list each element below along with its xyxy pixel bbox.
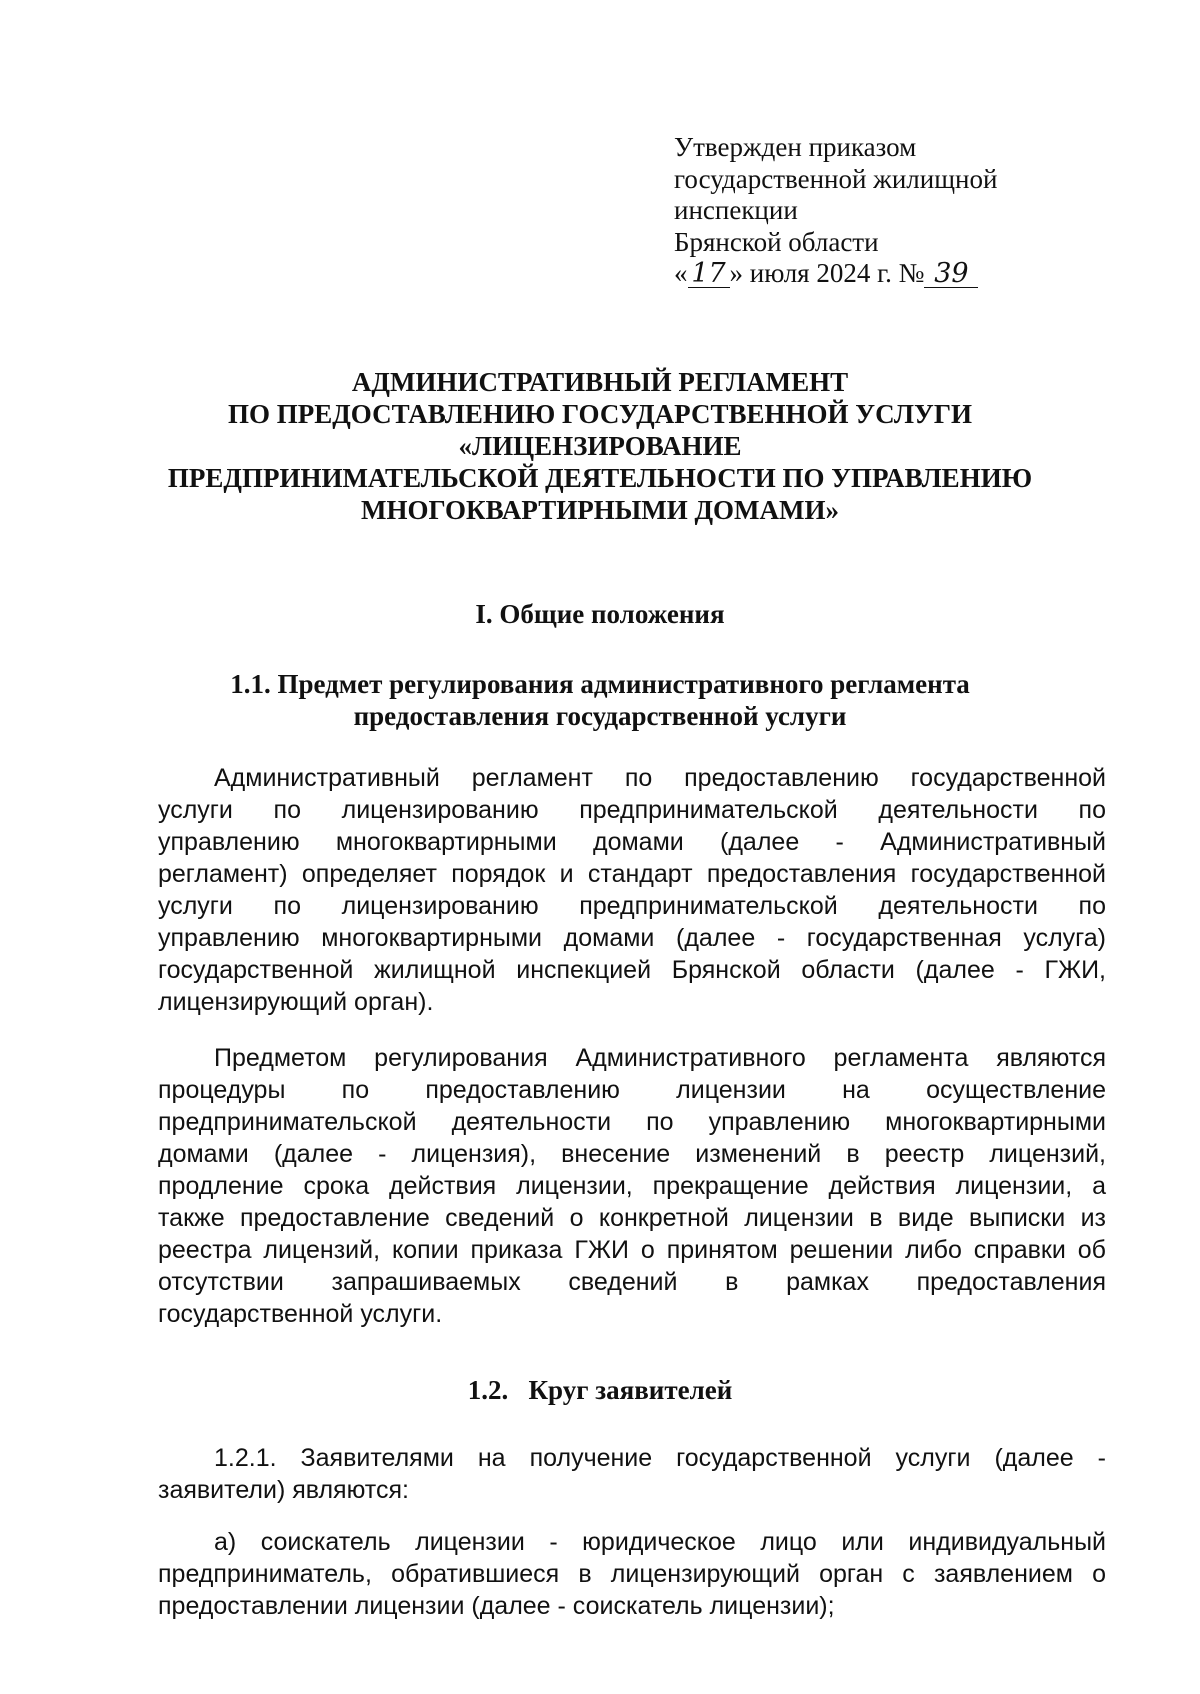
p1-line-6: управлению многоквартирными домами (далее - государственная услуга) (158, 924, 1106, 952)
p2-line-2: процедуры по предоставлению лицензии на осуществление (158, 1076, 1106, 1104)
p3-line-2: заявители) являются: (158, 1476, 409, 1504)
approval-line-4: Брянской области (674, 226, 879, 257)
date-open-quote: « (674, 258, 688, 288)
p2-line-6: также предоставление сведений о конкретной лицензии в виде выписки из (158, 1204, 1106, 1232)
p1-line-3: управлению многоквартирными домами (далее - Административный (158, 828, 1106, 856)
p1-line-1: Административный регламент по предоставлению государственной (214, 764, 1106, 792)
p4-line-3: предоставлении лицензии (далее - соискатель лицензии); (158, 1592, 835, 1620)
title-line-2: ПО ПРЕДОСТАВЛЕНИЮ ГОСУДАРСТВЕННОЙ УСЛУГИ (227, 399, 973, 429)
paragraph-license-applicant (158, 1526, 1106, 1622)
paragraph-applicants (158, 1442, 1106, 1506)
approval-line-3: инспекции (674, 195, 798, 225)
title-line-4: ПРЕДПРИНИМАТЕЛЬСКОЙ ДЕЯТЕЛЬНОСТИ ПО УПРАВЛЕНИЮ (167, 463, 1033, 493)
title-line-3: «ЛИЦЕНЗИРОВАНИЕ (458, 431, 742, 461)
p1-line-5: услуги по лицензированию предпринимательской деятельности по (158, 892, 1106, 920)
p2-line-7: реестра лицензий, копии приказа ГЖИ о принятом решении либо справки об (158, 1236, 1106, 1264)
document-title (100, 366, 1100, 526)
p4-line-2: предприниматель, обратившиеся в лицензирующий орган с заявлением о (158, 1560, 1106, 1588)
p1-line-7: государственной жилищной инспекцией Брянской области (далее - ГЖИ, (158, 956, 1106, 984)
handwritten-day: 17 (688, 261, 730, 288)
p2-line-1: Предметом регулирования Административного регламента являются (214, 1044, 1106, 1072)
title-line-1: АДМИНИСТРАТИВНЫЙ РЕГЛАМЕНТ (351, 367, 849, 397)
p1-line-8: лицензирующий орган). (158, 988, 434, 1016)
approval-stamp-block (674, 132, 1094, 290)
section-heading-subject (100, 668, 1100, 732)
p1-line-2: услуги по лицензированию предпринимательской деятельности по (158, 796, 1106, 824)
p3-line-1: 1.2.1. Заявителями на получение государственной услуги (далее - (214, 1444, 1106, 1472)
paragraph-regulation-scope (158, 762, 1106, 1018)
approval-line-1: Утвержден приказом (674, 132, 917, 162)
section-heading-general (100, 598, 1100, 630)
p2-line-5: продление срока действия лицензии, прекращение действия лицензии, а (158, 1172, 1106, 1200)
p2-line-3: предпринимательской деятельности по управлению многоквартирными (158, 1108, 1106, 1136)
applicants-heading-text: 1.2. Круг заявителей (467, 1375, 733, 1405)
section-heading-applicants (100, 1374, 1100, 1406)
p2-line-4: домами (далее - лицензия), внесение изменений в реестр лицензий, (158, 1140, 1106, 1168)
approval-line-2: государственной жилищной (674, 163, 998, 194)
approval-date-line (674, 258, 1094, 290)
subject-line-1: 1.1. Предмет регулирования административного регламента (230, 669, 970, 699)
section-general-text: I. Общие положения (475, 599, 725, 629)
p4-line-1: а) соискатель лицензии - юридическое лицо или индивидуальный (214, 1528, 1106, 1556)
title-line-5: МНОГОКВАРТИРНЫМИ ДОМАМИ» (361, 495, 839, 525)
p1-line-4: регламент) определяет порядок и стандарт предоставления государственной (158, 860, 1106, 888)
p2-line-8: отсутствии запрашиваемых сведений в рамках предоставления (158, 1268, 1106, 1296)
handwritten-order-number: 39 (924, 261, 978, 288)
date-rest: » июля 2024 г. № (729, 258, 925, 288)
p2-line-9: государственной услуги. (158, 1300, 443, 1328)
subject-line-2: предоставления государственной услуги (353, 701, 847, 731)
paragraph-regulation-subject (158, 1042, 1106, 1330)
